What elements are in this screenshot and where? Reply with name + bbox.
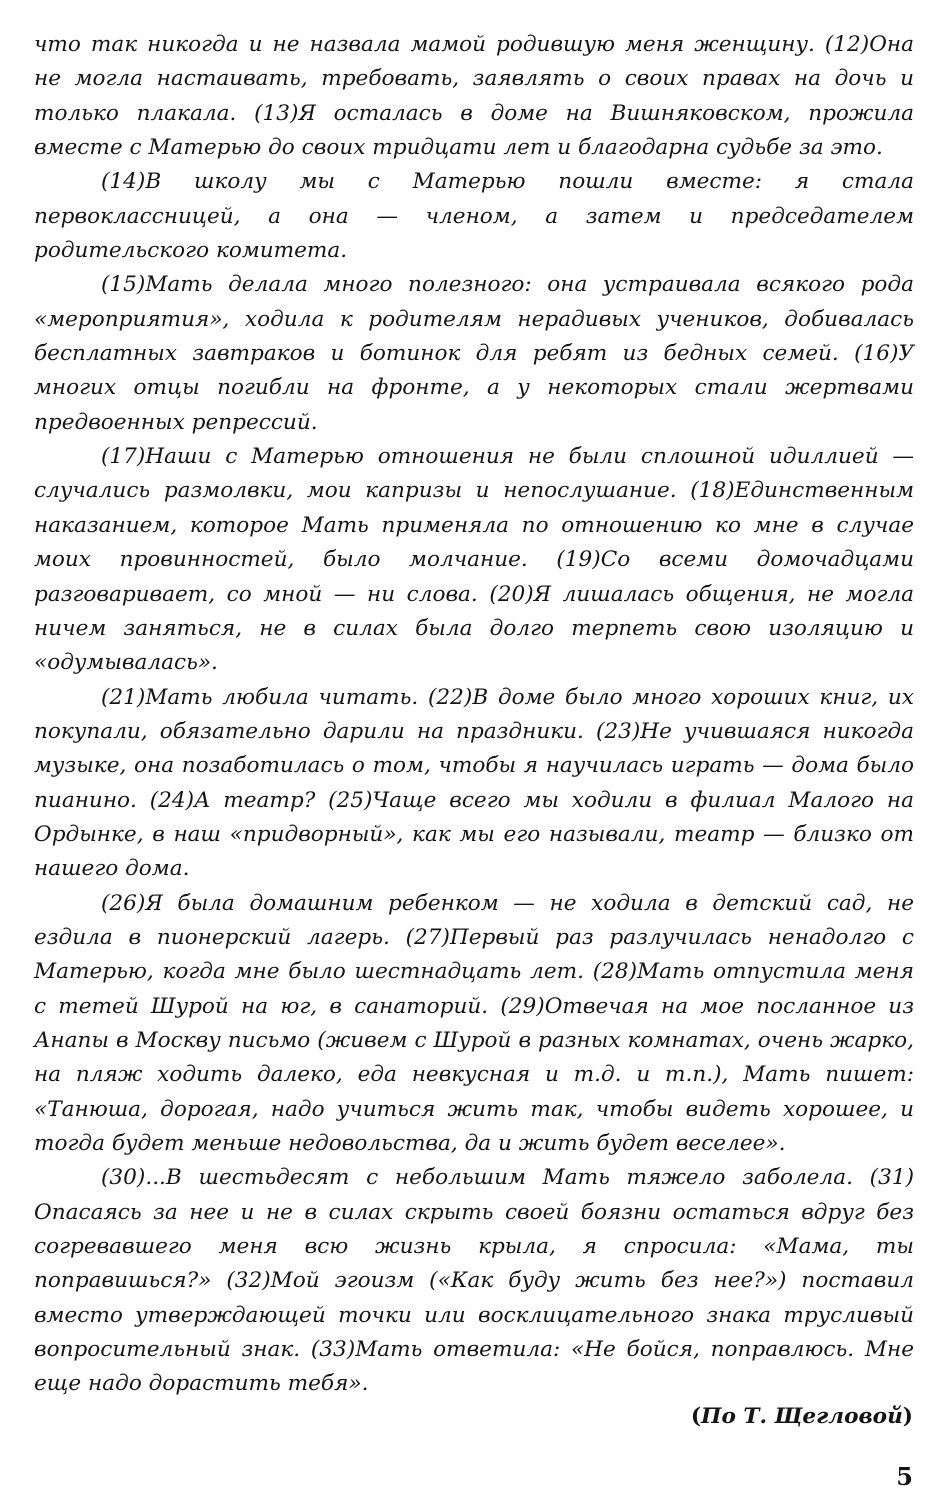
document-body xyxy=(34,28,914,1402)
attribution-close-paren: ) xyxy=(902,1404,913,1429)
paragraph-14: (14)В школу мы с Матерью пошли вместе: я стала первоклассницей, а она — членом, а затем и председателем родительского комитета. xyxy=(34,169,914,264)
paragraph-21: (21)Мать любила читать. (22)В доме было много хороших книг, их покупали, обязательно дарили на праздники. (23)Не учившаяся никогда музыке, она позаботилась о том, чтобы я научилась играть — дома было пианино. (24)А театр? (25)Чаще всего мы ходили в филиал Малого на Ордынке, в наш «придворный», как мы его называли, театр — близко от нашего дома. xyxy=(34,684,914,882)
source-attribution xyxy=(691,1404,913,1429)
attribution-author: По Т. Щегловой xyxy=(701,1404,903,1429)
paragraph-continuation: что так никогда и не назвала мамой родившую меня женщину. (12)Она не могла настаивать, требовать, заявлять о своих правах на дочь и только плакала. (13)Я осталась в доме на Вишняковском, прожила вместе с Матерью до своих тридцати лет и благодарна судьбе за это. xyxy=(34,32,914,161)
paragraph-17: (17)Наши с Матерью отношения не были сплошной идиллией — случались размолвки, мои капризы и непослушание. (18)Единственным наказанием, которое Мать применяла по отношению ко мне в случае моих провинностей, было молчание. (19)Со всеми домочадцами разговаривает, со мной — ни слова. (20)Я лишалась общения, не могла ничем заняться, не в силах была долго терпеть свою изоляцию и «одумывалась». xyxy=(34,444,914,676)
paragraph-15: (15)Мать делала много полезного: она устраивала всякого рода «мероприятия», ходила к родителям нерадивых учеников, добивалась бесплатных завтраков и ботинок для ребят из бедных семей. (16)У многих отцы погибли на фронте, а у некоторых стали жертвами предвоенных репрессий. xyxy=(34,272,914,435)
paragraph-30: (30)...В шестьдесят с небольшим Мать тяжело заболела. (31) Опасаясь за нее и не в силах скрыть своей боязни остаться вдруг без согревавшего меня всю жизнь крыла, я спросила: «Мама, ты поправишься?» (32)Мой эгоизм («Как буду жить без нее?») поставил вместо утверждающей точки или восклицательного знака трусливый вопросительный знак. (33)Мать ответила: «Не бойся, поправлюсь. Мне еще надо дорастить тебя». xyxy=(34,1165,914,1397)
attribution-open-paren: ( xyxy=(690,1404,702,1429)
page-number: 5 xyxy=(896,1462,913,1491)
paragraph-26: (26)Я была домашним ребенком — не ходила в детский сад, не ездила в пионерский лагерь. (27)Первый раз разлучилась ненадолго с Матерью, когда мне было шестнадцать лет. (28)Мать отпустила меня с тетей Шурой на юг, в санаторий. (29)Отвечая на мое посланное из Анапы в Москву письмо (живем с Шурой в разных комнатах, очень жарко, на пляж ходить далеко, еда невкусная и т.д. и т.п.), Мать пишет: «Танюша, дорогая, надо учиться жить так, чтобы видеть хорошее, и тогда будет меньше недовольства, да и жить будет веселее». xyxy=(34,890,914,1156)
